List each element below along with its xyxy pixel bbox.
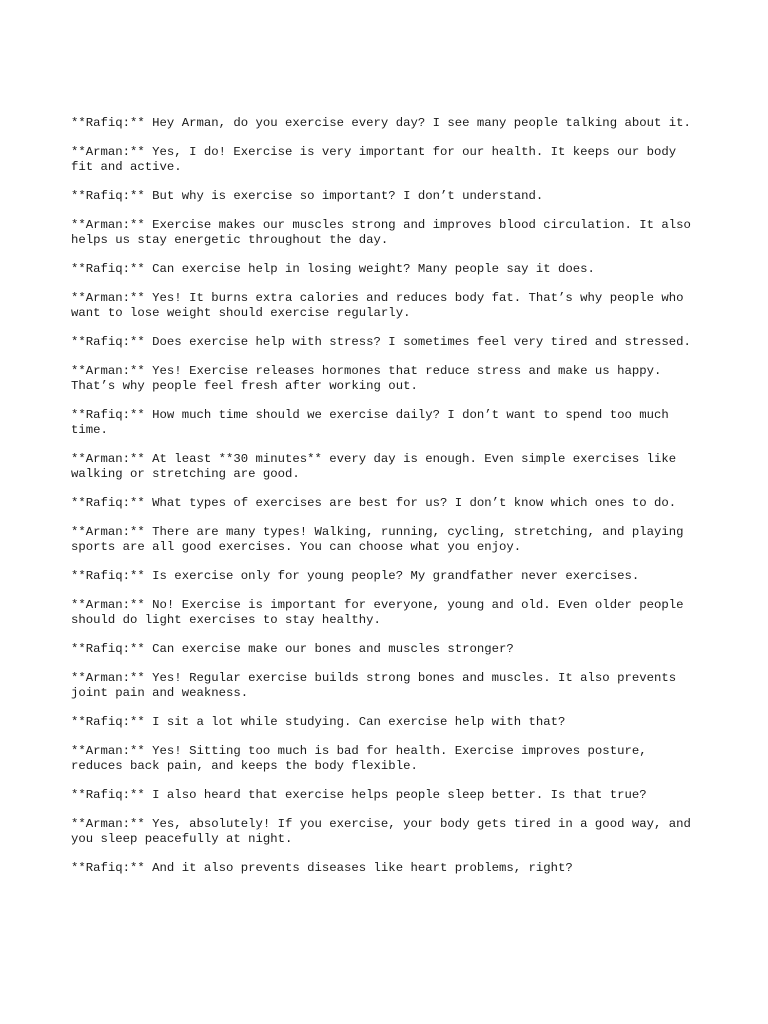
dialogue-line-rafiq: **Rafiq:** Is exercise only for young people? My grandfather never exercises.: [71, 569, 640, 583]
dialogue-line-rafiq: **Rafiq:** Can exercise make our bones and muscles stronger?: [71, 642, 514, 656]
dialogue-line-arman: **Arman:** Yes! Sitting too much is bad for health. Exercise improves posture, reduces back pain, and keeps the body flexible.: [71, 744, 647, 773]
dialogue-line-arman: **Arman:** Yes, absolutely! If you exercise, your body gets tired in a good way, and you sleep peacefully at night.: [71, 817, 691, 846]
dialogue-line-rafiq: **Rafiq:** I also heard that exercise helps people sleep better. Is that true?: [71, 788, 647, 802]
dialogue-line-arman: **Arman:** Yes! Exercise releases hormones that reduce stress and make us happy. That’s why people feel fresh after working out.: [71, 364, 662, 393]
dialogue-line-arman: **Arman:** Yes! It burns extra calories and reduces body fat. That’s why people who want to lose weight should exercise regularly.: [71, 291, 684, 320]
dialogue-line-arman: **Arman:** There are many types! Walking, running, cycling, stretching, and playing sports are all good exercises. You can choose what you enjoy.: [71, 525, 684, 554]
dialogue-line-rafiq: **Rafiq:** What types of exercises are best for us? I don’t know which ones to do.: [71, 496, 677, 510]
dialogue-line-rafiq: **Rafiq:** And it also prevents diseases like heart problems, right?: [71, 861, 573, 875]
dialogue-body: [71, 116, 701, 890]
dialogue-line-arman: **Arman:** Exercise makes our muscles strong and improves blood circulation. It also helps us stay energetic throughout the day.: [71, 218, 691, 247]
dialogue-line-rafiq: **Rafiq:** But why is exercise so important? I don’t understand.: [71, 189, 544, 203]
dialogue-line-rafiq: **Rafiq:** Does exercise help with stress? I sometimes feel very tired and stressed.: [71, 335, 691, 349]
dialogue-line-rafiq: **Rafiq:** Can exercise help in losing weight? Many people say it does.: [71, 262, 595, 276]
dialogue-line-rafiq: **Rafiq:** I sit a lot while studying. Can exercise help with that?: [71, 715, 566, 729]
dialogue-line-arman: **Arman:** At least **30 minutes** every day is enough. Even simple exercises like walking or stretching are good.: [71, 452, 677, 481]
dialogue-line-arman: **Arman:** No! Exercise is important for everyone, young and old. Even older people should do light exercises to stay healthy.: [71, 598, 684, 627]
dialogue-line-rafiq: **Rafiq:** Hey Arman, do you exercise every day? I see many people talking about it.: [71, 116, 691, 130]
dialogue-line-rafiq: **Rafiq:** How much time should we exercise daily? I don’t want to spend too much time.: [71, 408, 669, 437]
dialogue-line-arman: **Arman:** Yes, I do! Exercise is very important for our health. It keeps our body fit and active.: [71, 145, 677, 174]
dialogue-line-arman: **Arman:** Yes! Regular exercise builds strong bones and muscles. It also prevents joint pain and weakness.: [71, 671, 677, 700]
